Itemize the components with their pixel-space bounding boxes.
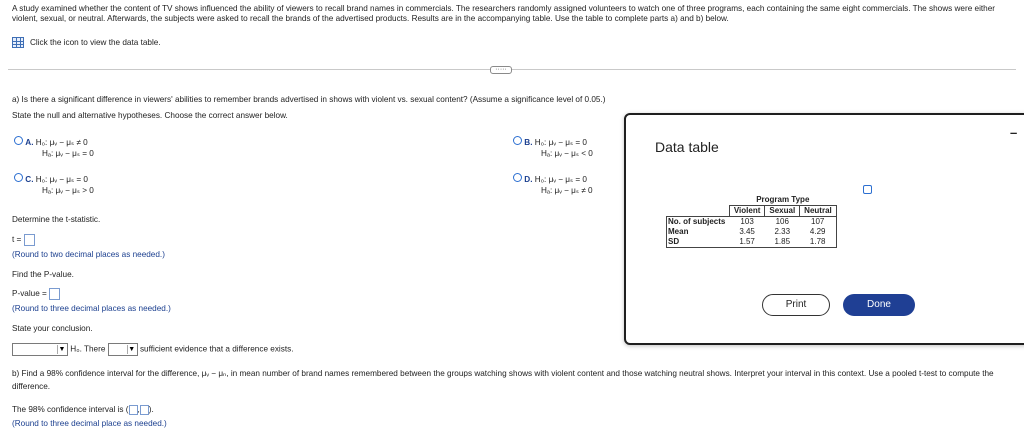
option-a-letter: A. [25,138,34,147]
ci-hint: (Round to three decimal place as needed.) [12,419,167,428]
table-cell: 1.85 [765,237,800,248]
problem-intro: A study examined whether the content of TV shows influenced the ability of viewers to recall brand names in commercials. The researchers randomly assigned volunteers to watch one of three programs, each containing the same eight commercials. The shows were either violent, sexual, or neutral. Afterwards, the subjects were asked to recall the brands of the advertised products. Results are in the accompanying table. Use the table to complete parts a) and b) below. [12,4,995,23]
option-b[interactable] [513,136,593,159]
t-label: t = [12,235,22,245]
table-cell: 1.78 [800,237,837,248]
t-answer-row [12,234,35,246]
reject-decision-select[interactable] [12,343,68,356]
table-cell: 1.57 [729,237,765,248]
option-d-radio[interactable] [513,173,522,182]
conclusion-prompt: State your conclusion. [12,324,93,333]
col-sexual: Sexual [765,206,800,217]
hypotheses-instruction: State the null and alternative hypotheses. Choose the correct answer below. [12,111,288,120]
option-b-h0: H₀: μᵥ − μₛ = 0 [534,138,587,147]
table-icon[interactable] [12,37,24,48]
table-cell: 106 [775,217,789,226]
option-c-h0: H₀: μᵥ − μₛ = 0 [35,175,88,184]
option-c-radio[interactable] [14,173,23,182]
option-d-ha: Hₐ: μᵥ − μₛ ≠ 0 [541,186,593,195]
table-row [667,217,837,228]
option-b-letter: B. [524,138,533,147]
option-c[interactable] [14,173,94,196]
option-a-h0: H₀: μᵥ − μₛ ≠ 0 [35,138,88,147]
col-neutral: Neutral [800,206,837,217]
table-cell: 4.29 [800,227,837,237]
data-table-popup [624,113,1024,345]
pvalue-hint: (Round to three decimal places as needed.) [12,304,171,313]
conclusion-row [12,343,293,356]
row-label: No. of subjects [667,217,730,228]
pvalue-prompt: Find the P-value. [12,270,74,279]
copy-icon[interactable] [863,185,872,194]
row-label: SD [667,237,730,248]
program-type-table [666,195,837,248]
table-row [667,227,837,237]
chevron-down-icon: ▼ [58,346,66,353]
option-c-ha: Hₐ: μᵥ − μₛ > 0 [42,186,94,195]
option-b-radio[interactable] [513,136,522,145]
part-b-question: b) Find a 98% confidence interval for the difference, μᵥ − μₙ, in mean number of brand names remembered between the groups watching shows with violent content and those watching neutral shows. Interpret your interval in this context. Use a pooled t-test to compute the difference. [12,369,994,391]
section-divider [8,69,1016,70]
print-button[interactable]: Print [762,294,830,316]
t-hint: (Round to two decimal places as needed.) [12,250,165,259]
minimize-icon[interactable]: – [1010,125,1018,140]
data-table-link[interactable] [12,37,161,48]
option-b-ha: Hₐ: μᵥ − μₛ < 0 [541,149,593,158]
chevron-down-icon: ▼ [128,346,136,353]
option-d-letter: D. [524,175,533,184]
part-a-question: a) Is there a significant difference in viewers' abilities to remember brands advertised in shows with violent vs. sexual content? (Assume a significance level of 0.05.) [12,95,606,104]
expand-more-button[interactable]: ····· [490,66,512,74]
table-cell: 107 [800,217,837,228]
table-row [667,237,837,248]
col-violent: Violent [729,206,765,217]
is-is-not-select[interactable] [108,343,138,356]
table-cell: 3.45 [739,227,755,236]
option-a-ha: Hₐ: μᵥ − μₛ = 0 [42,149,94,158]
pvalue-label: P-value = [12,289,47,299]
ci-upper-input[interactable] [140,405,149,415]
pvalue-input[interactable] [49,288,60,300]
data-table-link-text: Click the icon to view the data table. [30,37,161,47]
tstat-prompt: Determine the t-statistic. [12,215,101,224]
conclusion-tail-text: sufficient evidence that a difference exists. [139,344,294,354]
pvalue-answer-row [12,288,60,300]
done-button[interactable]: Done [843,294,915,316]
conclusion-h0-text: H₀. There [70,344,106,354]
ci-lower-input[interactable] [129,405,138,415]
program-type-header: Program Type [756,195,810,204]
table-cell: 2.33 [774,227,791,236]
option-a-radio[interactable] [14,136,23,145]
table-cell: 103 [740,217,754,226]
ci-end: ). [148,405,154,415]
row-label: Mean [667,227,730,237]
option-d[interactable] [513,173,593,196]
ci-label: The 98% confidence interval is ( [12,405,129,415]
option-a[interactable] [14,136,94,159]
option-d-h0: H₀: μᵥ − μₛ = 0 [534,175,587,184]
ci-answer-row: The 98% confidence interval is ( , ). [12,405,154,415]
option-c-letter: C. [25,175,34,184]
popup-title: Data table [655,139,719,155]
t-statistic-input[interactable] [24,234,35,246]
